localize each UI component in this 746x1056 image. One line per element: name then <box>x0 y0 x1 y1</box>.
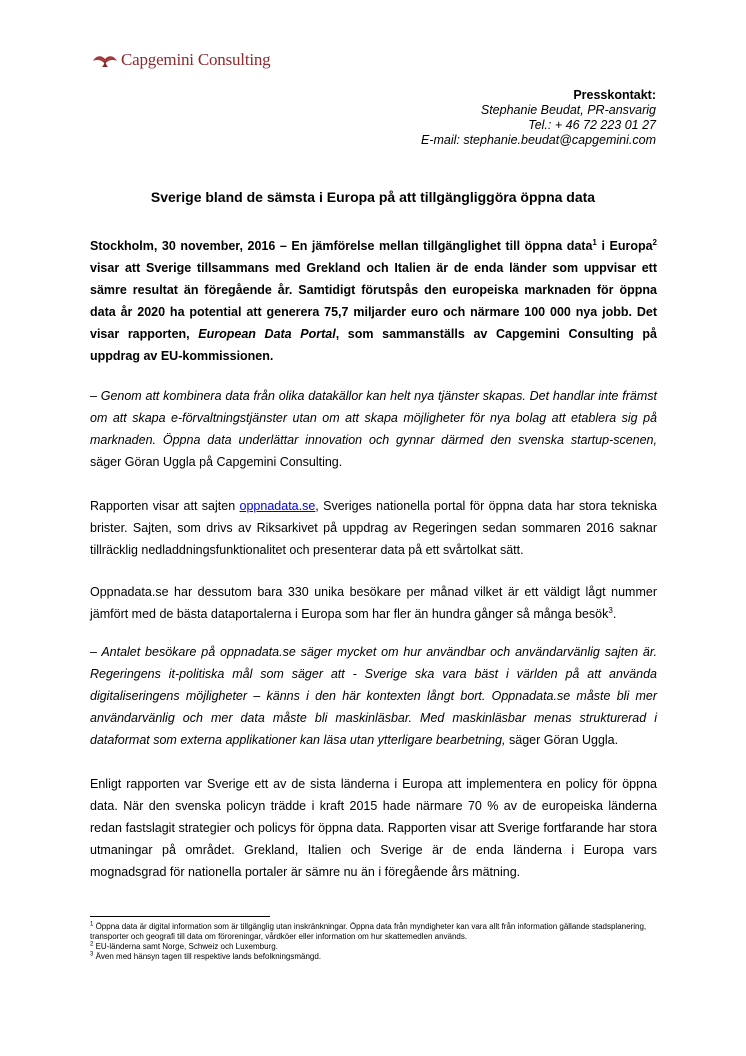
footnote-divider <box>90 916 270 917</box>
quote-2-attribution: säger Göran Uggla. <box>505 733 619 747</box>
footnote-ref-1: 1 <box>592 237 597 247</box>
contact-email: E-mail: stephanie.beudat@capgemini.com <box>420 133 656 147</box>
footnote-2-number: 2 <box>90 941 94 948</box>
report-paragraph <box>90 495 657 561</box>
footnote-1-number: 1 <box>90 921 94 928</box>
contact-name: Stephanie Beudat, PR-ansvarig <box>480 103 656 117</box>
visitors-text: Oppnadata.se har dessutom bara 330 unika besökare per månad vilket är ett väldigt lågt nummer jämfört med de bästa dataportalerna i Europa som har fler än hundra gånger så många besök <box>90 585 657 621</box>
quote-2-text: – Antalet besökare på oppnadata.se säger mycket om hur användbar och användarvänlig sajten är. Regeringens it-politiska mål som säger att - Sverige ska vara bäst i världen på att använda digitaliseringens möjligheter – känns i den här kontexten långt bort. Oppnadata.se måste bli mer användarvänlig och mer data måste bli maskinläsbar. Med maskinläsbar menas strukturerad i dataformat som externa applikationer kan läsa utan ytterligare bearbetning, <box>90 645 657 747</box>
quote-1-attribution: säger Göran Uggla på Capgemini Consulting. <box>90 455 343 469</box>
page-title: Sverige bland de sämsta i Europa på att tillgängliggöra öppna data <box>150 189 596 205</box>
footnote-3-text: Även med hänsyn tagen till respektive lands befolkningsmängd. <box>93 952 322 961</box>
contact-phone: Tel.: + 46 72 223 01 27 <box>528 118 656 132</box>
footnote-3-number: 3 <box>90 951 94 958</box>
report-name: European Data Portal <box>198 327 336 341</box>
footnote-ref-2: 2 <box>652 237 657 247</box>
lead-paragraph <box>90 235 657 367</box>
report-text-1: Rapporten visar att sajten <box>90 499 240 513</box>
footnote-1 <box>90 922 660 942</box>
policy-paragraph: Enligt rapporten var Sverige ett av de sista länderna i Europa att implementera en policy för öppna data. När den svenska policyn trädde i kraft 2015 hade närmare 70 % av de europeiska länderna redan fastslagit strategier och policys för öppna data. Rapporten visar att Sverige fortfarande har stora utmaningar på området. Grekland, Italien och Sverige är de enda länderna i Europa vars mognadsgrad för nationella portaler är sämre nu än i föregående års mätning. <box>90 777 657 879</box>
logo-text: Capgemini Consulting <box>121 50 271 69</box>
lead-text-2: i Europa <box>596 239 653 253</box>
lead-text-1: Stockholm, 30 november, 2016 – En jämförelse mellan tillgänglighet till öppna data <box>90 239 593 253</box>
footnote-3 <box>90 952 660 962</box>
footnote-2 <box>90 942 660 952</box>
footnote-2-text: EU-länderna samt Norge, Schweiz och Luxemburg. <box>93 942 278 951</box>
quote-paragraph-2 <box>90 641 657 751</box>
footnote-ref-3: 3 <box>608 605 613 615</box>
report-text-2: , Sveriges nationella portal för öppna data har stora tekniska brister. Sajten, som drivs av Riksarkivet på uppdrag av Regeringen sedan sommaren 2016 saknar tillräcklig nedladdningsfunktionalitet och presenterar data på ett svårtolkat sätt. <box>90 499 657 557</box>
oppnadata-link[interactable]: oppnadata.se <box>239 499 316 513</box>
spade-logo-icon <box>92 52 118 68</box>
lead-text-3: visar att Sverige tillsammans med Grekland och Italien är de enda länder som uppvisar ett sämre resultat än föregående år. Samtidigt förutspås den europeiska marknaden för öppna data år 2020 ha potential att generera 75,7 miljarder euro och närmare 100 000 nya jobb. Det visar rapporten, <box>90 261 657 341</box>
company-logo <box>92 50 270 70</box>
visitors-paragraph <box>90 581 657 625</box>
lead-text-4: , som sammanställs av Capgemini Consulting på uppdrag av EU-kommissionen. <box>90 327 657 363</box>
footnotes <box>90 922 660 962</box>
press-contact-title: Presskontakt: <box>573 88 656 102</box>
quote-1-text: – Genom att kombinera data från olika datakällor kan helt nya tjänster skapas. Det handlar inte främst om att skapa e-förvaltningstjänster utan om att skapa möjligheter för nya bolag att etablera sig på marknaden. Öppna data underlättar innovation och gynnar därmed den svenska startup-scenen, <box>90 389 657 447</box>
press-contact <box>421 88 656 148</box>
footnote-1-text: Öppna data är digital information som är tillgänglig utan inskränkningar. Öppna data från myndigheter kan vara allt från information gällande stadsplanering, transporter och geografi till data om föroreningar, vårdköer eller information om hur skattemedlen används. <box>90 922 647 941</box>
quote-paragraph-1 <box>90 385 657 473</box>
visitors-end: . <box>612 607 617 621</box>
